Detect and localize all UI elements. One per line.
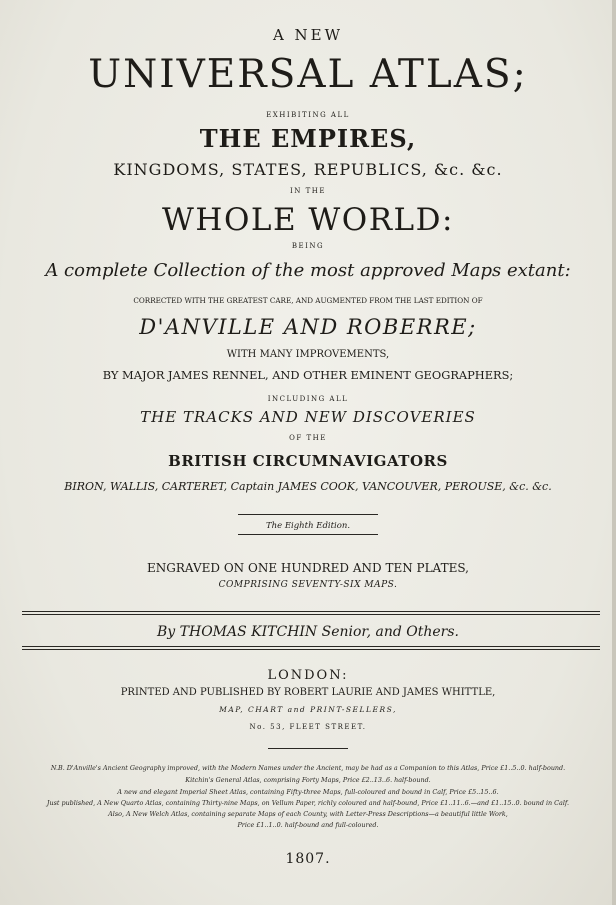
text-london: LONDON: [267, 668, 349, 683]
text-improvements: WITH MANY IMPROVEMENTS, [226, 349, 390, 360]
heading-collection: A complete Collection of the most approved Maps extant: [45, 260, 571, 281]
heading-a-new: A NEW [272, 26, 344, 44]
heading-the-empires: THE EMPIRES, [199, 124, 417, 153]
text-being: BEING [291, 242, 325, 250]
author-rule-top-1 [22, 611, 600, 612]
edition-rule-bottom [238, 534, 378, 535]
note-line-1: N.B. D'Anville's Ancient Geography improved, with the Modern Names under the Ancient, may be had as a Companion to this Atlas, Price £1..5..0. half-bound. [50, 764, 566, 772]
note-line-2: Kitchin's General Atlas, comprising Forty Maps, Price £2..13..6. half-bound. [185, 776, 431, 784]
text-navigator-names: BIRON, WALLIS, CARTERET, Captain JAMES COOK, VANCOUVER, PEROUSE, &c. &c. [64, 480, 552, 493]
heading-danville-roberre: D'ANVILLE AND ROBERRE; [139, 315, 477, 339]
edition-rule-top [238, 514, 378, 515]
text-including-all: INCLUDING ALL [267, 395, 349, 403]
text-sellers: MAP, CHART and PRINT-SELLERS, [219, 705, 397, 714]
text-rennel: BY MAJOR JAMES RENNEL, AND OTHER EMINENT GEOGRAPHERS; [102, 368, 514, 382]
heading-kingdoms: KINGDOMS, STATES, REPUBLICS, &c. &c. [113, 160, 503, 179]
text-comprising: COMPRISING SEVENTY-SIX MAPS. [218, 580, 398, 590]
note-line-6: Price £1..1..0. half-bound and full-coloured. [237, 821, 379, 829]
text-year: 1807. [285, 851, 331, 867]
heading-circumnavigators: BRITISH CIRCUMNAVIGATORS [168, 452, 448, 470]
note-line-5: Also, A New Welch Atlas, containing separate Maps of each County, with Letter-Press Descriptions—a beautiful little Work, [108, 810, 508, 818]
text-corrected: CORRECTED WITH THE GREATEST CARE, AND AUGMENTED FROM THE LAST EDITION OF [133, 296, 483, 305]
text-printed-by: PRINTED AND PUBLISHED BY ROBERT LAURIE AND JAMES WHITTLE, [120, 687, 496, 698]
text-address: No. 53, FLEET STREET. [249, 723, 367, 731]
text-of-the: OF THE [289, 434, 327, 442]
heading-tracks: THE TRACKS AND NEW DISCOVERIES [140, 408, 476, 426]
heading-universal-atlas: UNIVERSAL ATLAS; [88, 52, 528, 97]
note-line-4: Just published, A New Quarto Atlas, containing Thirty-nine Maps, on Vellum Paper, richly coloured and half-bound, Price £1..11..6.—and £1..15..0. bound in Calf. [46, 799, 570, 807]
notes-divider [268, 748, 348, 749]
text-engraved: ENGRAVED ON ONE HUNDRED AND TEN PLATES, [147, 561, 469, 575]
text-in-the: IN THE [290, 187, 326, 195]
author-rule-bottom-2 [22, 649, 600, 650]
text-author: By THOMAS KITCHIN Senior, and Others. [157, 624, 459, 640]
author-rule-top-2 [22, 614, 600, 615]
author-rule-bottom-1 [22, 646, 600, 647]
text-edition: The Eighth Edition. [265, 521, 351, 531]
text-exhibiting-all: EXHIBITING ALL [266, 111, 350, 119]
note-line-3: A new and elegant Imperial Sheet Atlas, containing Fifty-three Maps, full-coloured and bound in Calf, Price £5..15..6. [117, 788, 499, 796]
heading-whole-world: WHOLE WORLD: [162, 202, 454, 238]
